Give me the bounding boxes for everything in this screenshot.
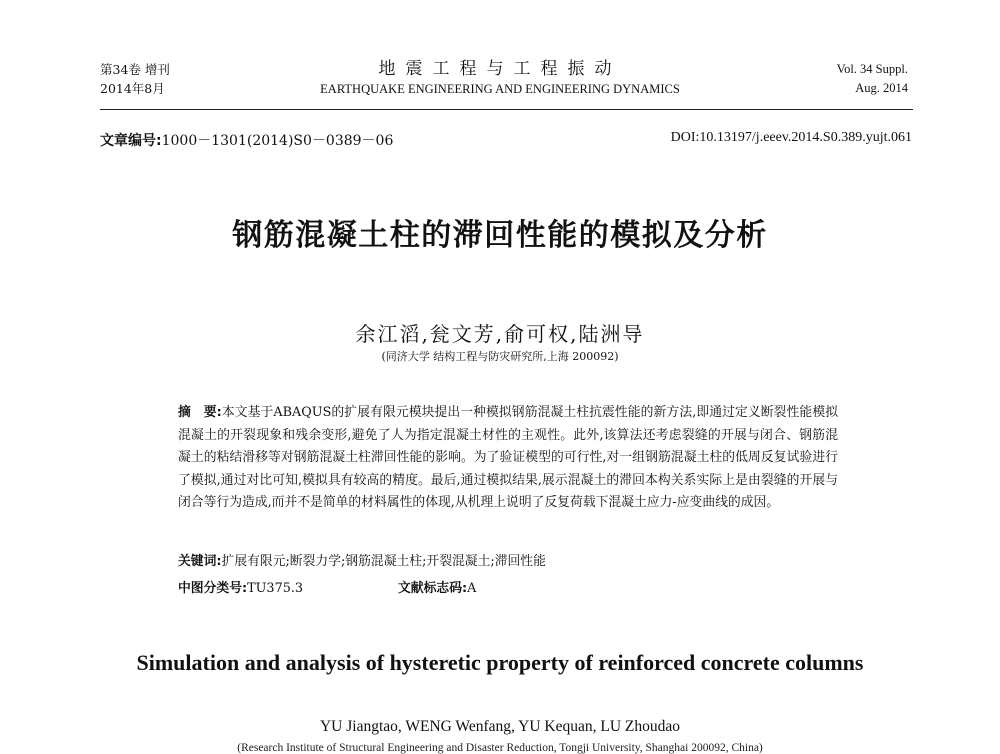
title-en: Simulation and analysis of hysteretic property of reinforced concrete columns [136,650,864,675]
authors-en: YU Jiangtao, WENG Wenfang, YU Kequan, LU Zhoudao [319,718,681,735]
article-number [100,130,393,150]
keywords [178,552,546,572]
article-number-value: 1000－1301(2014)S0－0389－06 [161,133,394,149]
abstract-label: 摘 要: [178,405,222,420]
abstract [178,402,838,515]
keywords-text: 扩展有限元;断裂力学;钢筋混凝土柱;开裂混凝土;滞回性能 [221,554,546,569]
header-date-cn: 2014年8月 [100,81,165,96]
header-volume-cn: 第34卷 增刊 [100,62,170,77]
abstract-text: 本文基于ABAQUS的扩展有限元模块提出一种模拟钢筋混凝土柱抗震性能的新方法,即通过定义断裂性能模拟混凝土的开裂现象和残余变形,避免了人为指定混凝土材性的主观性。此外,该算法还考虑裂缝的开展与闭合、钢筋混凝土的粘结滑移等对钢筋混凝土柱滞回性能的影响。为了验证模型的可行性,对一组钢筋混凝土柱的低周反复试验进行了模拟,通过对比可知,模拟具有较高的精度。最后,通过模拟结果,展示混凝土的滞回本构关系实际上是由裂缝的开展与闭合等行为造成,而并不是简单的材料属性的体现,从机理上说明了反复荷载下混凝土应力-应变曲线的成因。 [178,405,838,510]
header-date-en: Aug. 2014 [855,81,908,95]
authors-cn: 余江滔,瓮文芳,俞可权,陆洲导 [355,322,645,346]
doi: DOI:10.13197/j.eeev.2014.S0.389.yujt.061 [670,130,912,145]
journal-name-cn: 地震工程与工程振动 [378,59,622,79]
affiliation-en: (Research Institute of Structural Engineering and Disaster Reduction, Tongji University, Shanghai 200092, China) [237,742,763,754]
classification-label: 中图分类号: [178,581,248,596]
keywords-label: 关键词: [178,554,222,569]
journal-name-en: EARTHQUAKE ENGINEERING AND ENGINEERING DYNAMICS [320,82,680,96]
classification-text: TU375.3 [247,581,304,596]
classification [178,577,303,596]
document-code-text: A [467,581,477,596]
header-volume-en-block [837,60,908,98]
article-number-label: 文章编号: [100,133,162,149]
document-code-label: 文献标志码: [398,581,468,596]
affiliation-cn: (同济大学 结构工程与防灾研究所,上海 200092) [381,350,619,363]
title-cn: 钢筋混凝土柱的滞回性能的模拟及分析 [232,218,768,253]
header-volume-en: Vol. 34 Suppl. [836,62,908,76]
header-rule [100,109,913,110]
document-code [398,577,476,596]
